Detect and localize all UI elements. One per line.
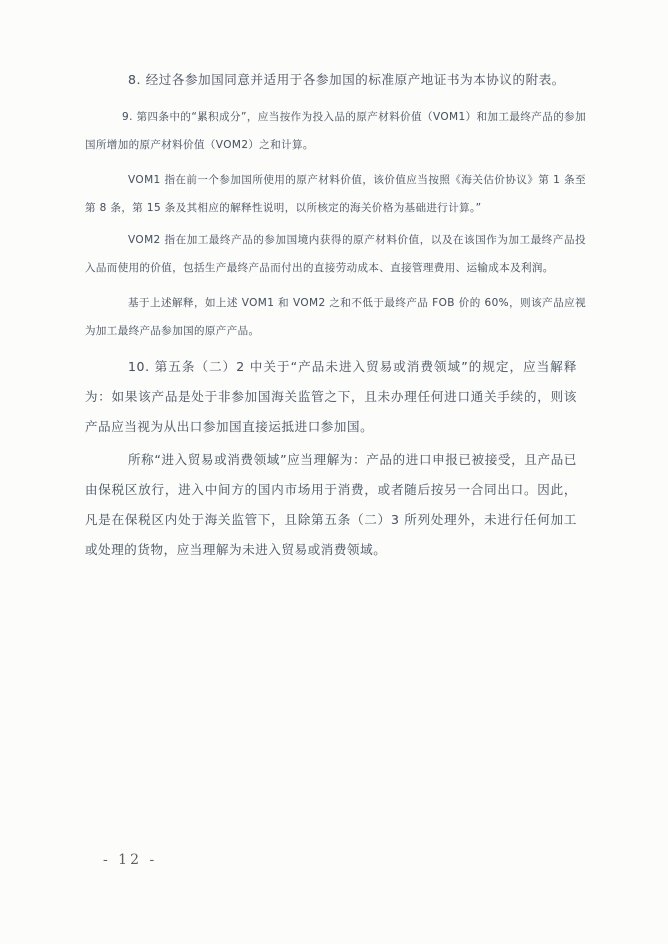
paragraph-clause-9-conclusion: 基于上述解释，如上述 VOM1 和 VOM2 之和不低于最终产品 FOB 价的 60%，则该产品应视为加工最终产品参加国的原产产品。 bbox=[85, 297, 586, 337]
paragraph-clause-8: 8. 经过各参加国同意并适用于各参加国的标准原产地证书为本协议的附表。 bbox=[128, 72, 565, 87]
paragraph-clause-9-vom1: VOM1 指在前一个参加国所使用的原产材料价值，该价值应当按照《海关估价协议》第 1 条至第 8 条，第 15 条及其相应的解释性说明，以所核定的海关价格为基础进行计算。” bbox=[85, 174, 586, 214]
page-number: - 12 - bbox=[103, 852, 158, 868]
paragraph-clause-9: 9. 第四条中的“累积成分”，应当按作为投入品的原产材料价值（VOM1）和加工最终产品的参加国所增加的原产材料价值（VOM2）之和计算。 bbox=[85, 111, 586, 151]
document-body bbox=[85, 65, 586, 565]
paragraph-clause-9-vom2: VOM2 指在加工最终产品的参加国境内获得的原产材料价值，以及在该国作为加工最终产品投入品而使用的价值，包括生产最终产品而付出的直接劳动成本、直接管理费用、运输成本及利润。 bbox=[85, 234, 586, 274]
paragraph-clause-10: 10. 第五条（二）2 中关于“产品未进入贸易或消费领域”的规定，应当解释为：如果该产品是处于非参加国海关监管之下，且未办理任何进口通关手续的，则该产品应当视为从出口参加国直接运抵进口参加国。 bbox=[85, 359, 577, 434]
paragraph-clause-10-explanation: 所称“进入贸易或消费领域”应当理解为：产品的进口申报已被接受，且产品已由保税区放行，进入中间方的国内市场用于消费，或者随后按另一合同出口。因此，凡是在保税区内处于海关监管下，且除第五条（二）3 所列处理外，未进行任何加工或处理的货物，应当理解为未进入贸易或消费领域。 bbox=[85, 452, 577, 557]
